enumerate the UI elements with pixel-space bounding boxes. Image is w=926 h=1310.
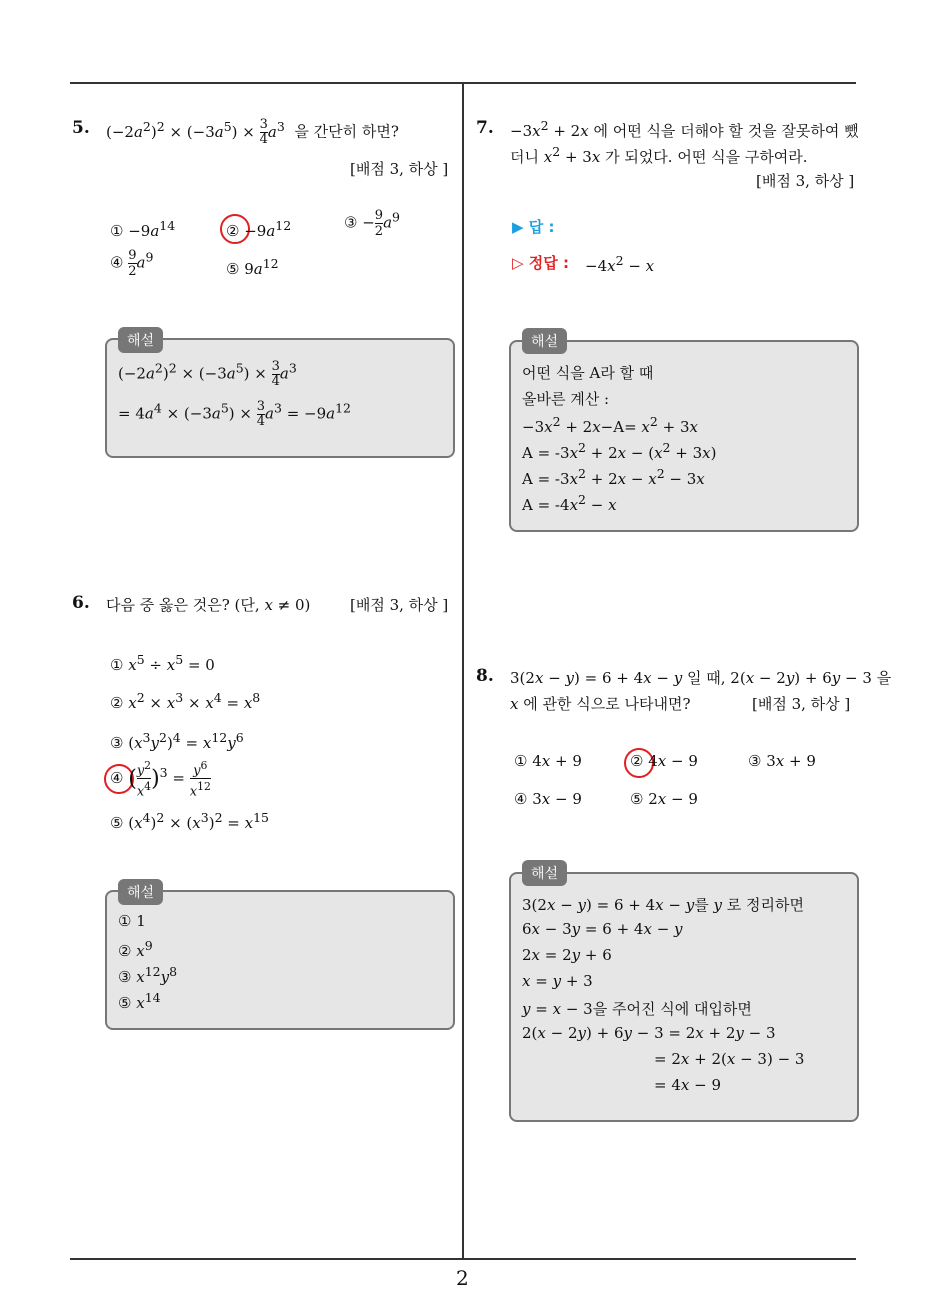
q8-option-3[interactable]: ③ 3x + 9 bbox=[748, 752, 816, 770]
q5-option-5[interactable]: ⑤ $9a^{12}$ bbox=[226, 256, 279, 278]
question-6-text: 다음 중 옳은 것은? (단, x ≠ 0) bbox=[106, 596, 311, 614]
q6-option-4[interactable]: ④ ( $\frac{y^2}{x^4}$ )$^3$ = $\frac{y^6}{x^{12}}$ bbox=[110, 759, 211, 800]
answer-input-label[interactable]: ▶ 답 : bbox=[512, 218, 555, 236]
q5-option-4[interactable]: ④ $\frac{9}{2}$ $a^9$ bbox=[110, 248, 154, 279]
q5-explanation-box bbox=[105, 338, 455, 458]
bottom-rule bbox=[70, 1258, 856, 1260]
q8-explanation-line-6: 2(x − 2y) + 6y − 3 = 2x + 2y − 3 bbox=[522, 1024, 776, 1042]
q5-text-suffix: 을 간단히 하면? bbox=[289, 122, 399, 141]
q6-option-2[interactable]: ② $x^2 \times x^3 \times x^4 = x^8$ bbox=[110, 690, 261, 712]
question-7-number: 7. bbox=[476, 118, 494, 138]
q7-explanation-line-2: 올바른 계산 : bbox=[522, 390, 610, 408]
question-5-number: 5. bbox=[72, 118, 90, 138]
q7-explanation-tag: 해설 bbox=[522, 328, 567, 354]
q8-option-4[interactable]: ④ 3x − 9 bbox=[514, 790, 582, 808]
question-8-text-2: x 에 관한 식으로 나타내면? bbox=[510, 695, 691, 713]
question-8-number: 8. bbox=[476, 666, 494, 686]
question-7-text-2: 더니 $x^2 + 3x$ 가 되었다. 어떤 식을 구하여라. bbox=[510, 144, 808, 166]
q8-explanation-line-1: 3(2x − y) = 6 + 4x − y를 y 로 정리하면 bbox=[522, 896, 804, 914]
question-6-meta: [배점 3, 하상 ] bbox=[350, 596, 449, 614]
q7-explanation-line-6: $A = -4x^2 - x$ bbox=[522, 492, 617, 514]
q5-explanation-tag: 해설 bbox=[118, 327, 163, 353]
q7-explanation-line-3: $-3x^2 + 2x-A= x^2 + 3x$ bbox=[522, 414, 698, 436]
q8-explanation-line-3: 2x = 2y + 6 bbox=[522, 946, 612, 964]
column-divider bbox=[462, 84, 464, 1259]
q6-explanation-line-2: ② $x^9$ bbox=[118, 938, 153, 960]
q8-explanation-tag: 해설 bbox=[522, 860, 567, 886]
q8-option-1[interactable]: ① 4x + 9 bbox=[514, 752, 582, 770]
question-5-text bbox=[106, 118, 399, 147]
q8-explanation-line-7: = 2x + 2(x − 3) − 3 bbox=[654, 1050, 805, 1068]
q6-explanation-line-4: ⑤ $x^{14}$ bbox=[118, 990, 161, 1012]
q7-explanation-line-5: $A = -3x^2 + 2x - x^2 - 3x$ bbox=[522, 466, 705, 488]
q7-explanation-line-1: 어떤 식을 A라 할 때 bbox=[522, 364, 654, 382]
q7-explanation-line-4: $A = -3x^2 + 2x - (x^2 + 3x)$ bbox=[522, 440, 717, 462]
q8-option-2[interactable]: ② 4x − 9 bbox=[630, 752, 698, 770]
q8-explanation-line-8: = 4x − 9 bbox=[654, 1076, 722, 1094]
q5-expr: $(-2a^2)^2 \times (-3a^5)$ × $\frac{3}{4}$ $a^3$ bbox=[106, 117, 285, 147]
question-7-meta: [배점 3, 하상 ] bbox=[756, 172, 855, 190]
q6-explanation-line-3: ③ $x^{12}y^8$ bbox=[118, 964, 178, 986]
q8-explanation-line-5: y = x − 3을 주어진 식에 대입하면 bbox=[522, 1000, 752, 1018]
page-number: 2 bbox=[456, 1266, 469, 1290]
q8-option-5[interactable]: ⑤ 2x − 9 bbox=[630, 790, 698, 808]
question-8-text-1: 3(2x − y) = 6 + 4x − y 일 때, 2(x − 2y) + 6y − 3 을 bbox=[510, 669, 892, 687]
question-7-text-1: $-3x^2 + 2x$ 에 어떤 식을 더해야 할 것을 잘못하여 뺐 bbox=[510, 118, 859, 140]
correct-answer-label: ▷ 정답 : bbox=[512, 254, 569, 272]
q5-option-1[interactable]: ① $-9a^{14}$ bbox=[110, 218, 176, 240]
q5-option-2[interactable]: ② $-9a^{12}$ bbox=[226, 218, 292, 240]
q6-option-3[interactable]: ③ $(x^3y^2)^4 = x^{12}y^6$ bbox=[110, 730, 244, 752]
q6-explanation-tag: 해설 bbox=[118, 879, 163, 905]
q6-option-5[interactable]: ⑤ $(x^4)^2 \times (x^3)^2 = x^{15}$ bbox=[110, 810, 269, 832]
question-5-meta: [배점 3, 하상 ] bbox=[350, 160, 449, 178]
correct-answer-value: $-4x^2 - x$ bbox=[585, 253, 655, 275]
q6-explanation-line-1: ① 1 bbox=[118, 912, 146, 930]
q8-explanation-line-4: x = y + 3 bbox=[522, 972, 593, 990]
q8-explanation-line-2: 6x − 3y = 6 + 4x − y bbox=[522, 920, 683, 938]
question-8-meta: [배점 3, 하상 ] bbox=[752, 695, 851, 713]
q5-explanation-line-2: = $4a^4 \times (-3a^5)$ × $\frac{3}{4}$ $a^3 = -9a^{12}$ bbox=[118, 399, 352, 429]
q5-option-3[interactable]: ③ − $\frac{9}{2}$ $a^9$ bbox=[344, 208, 400, 239]
q6-option-1[interactable]: ① $x^5 \div x^5 = 0$ bbox=[110, 652, 215, 674]
q5-explanation-line-1: $(-2a^2)^2 \times (-3a^5)$ × $\frac{3}{4}$ $a^3$ bbox=[118, 359, 297, 389]
question-6-number: 6. bbox=[72, 593, 90, 613]
